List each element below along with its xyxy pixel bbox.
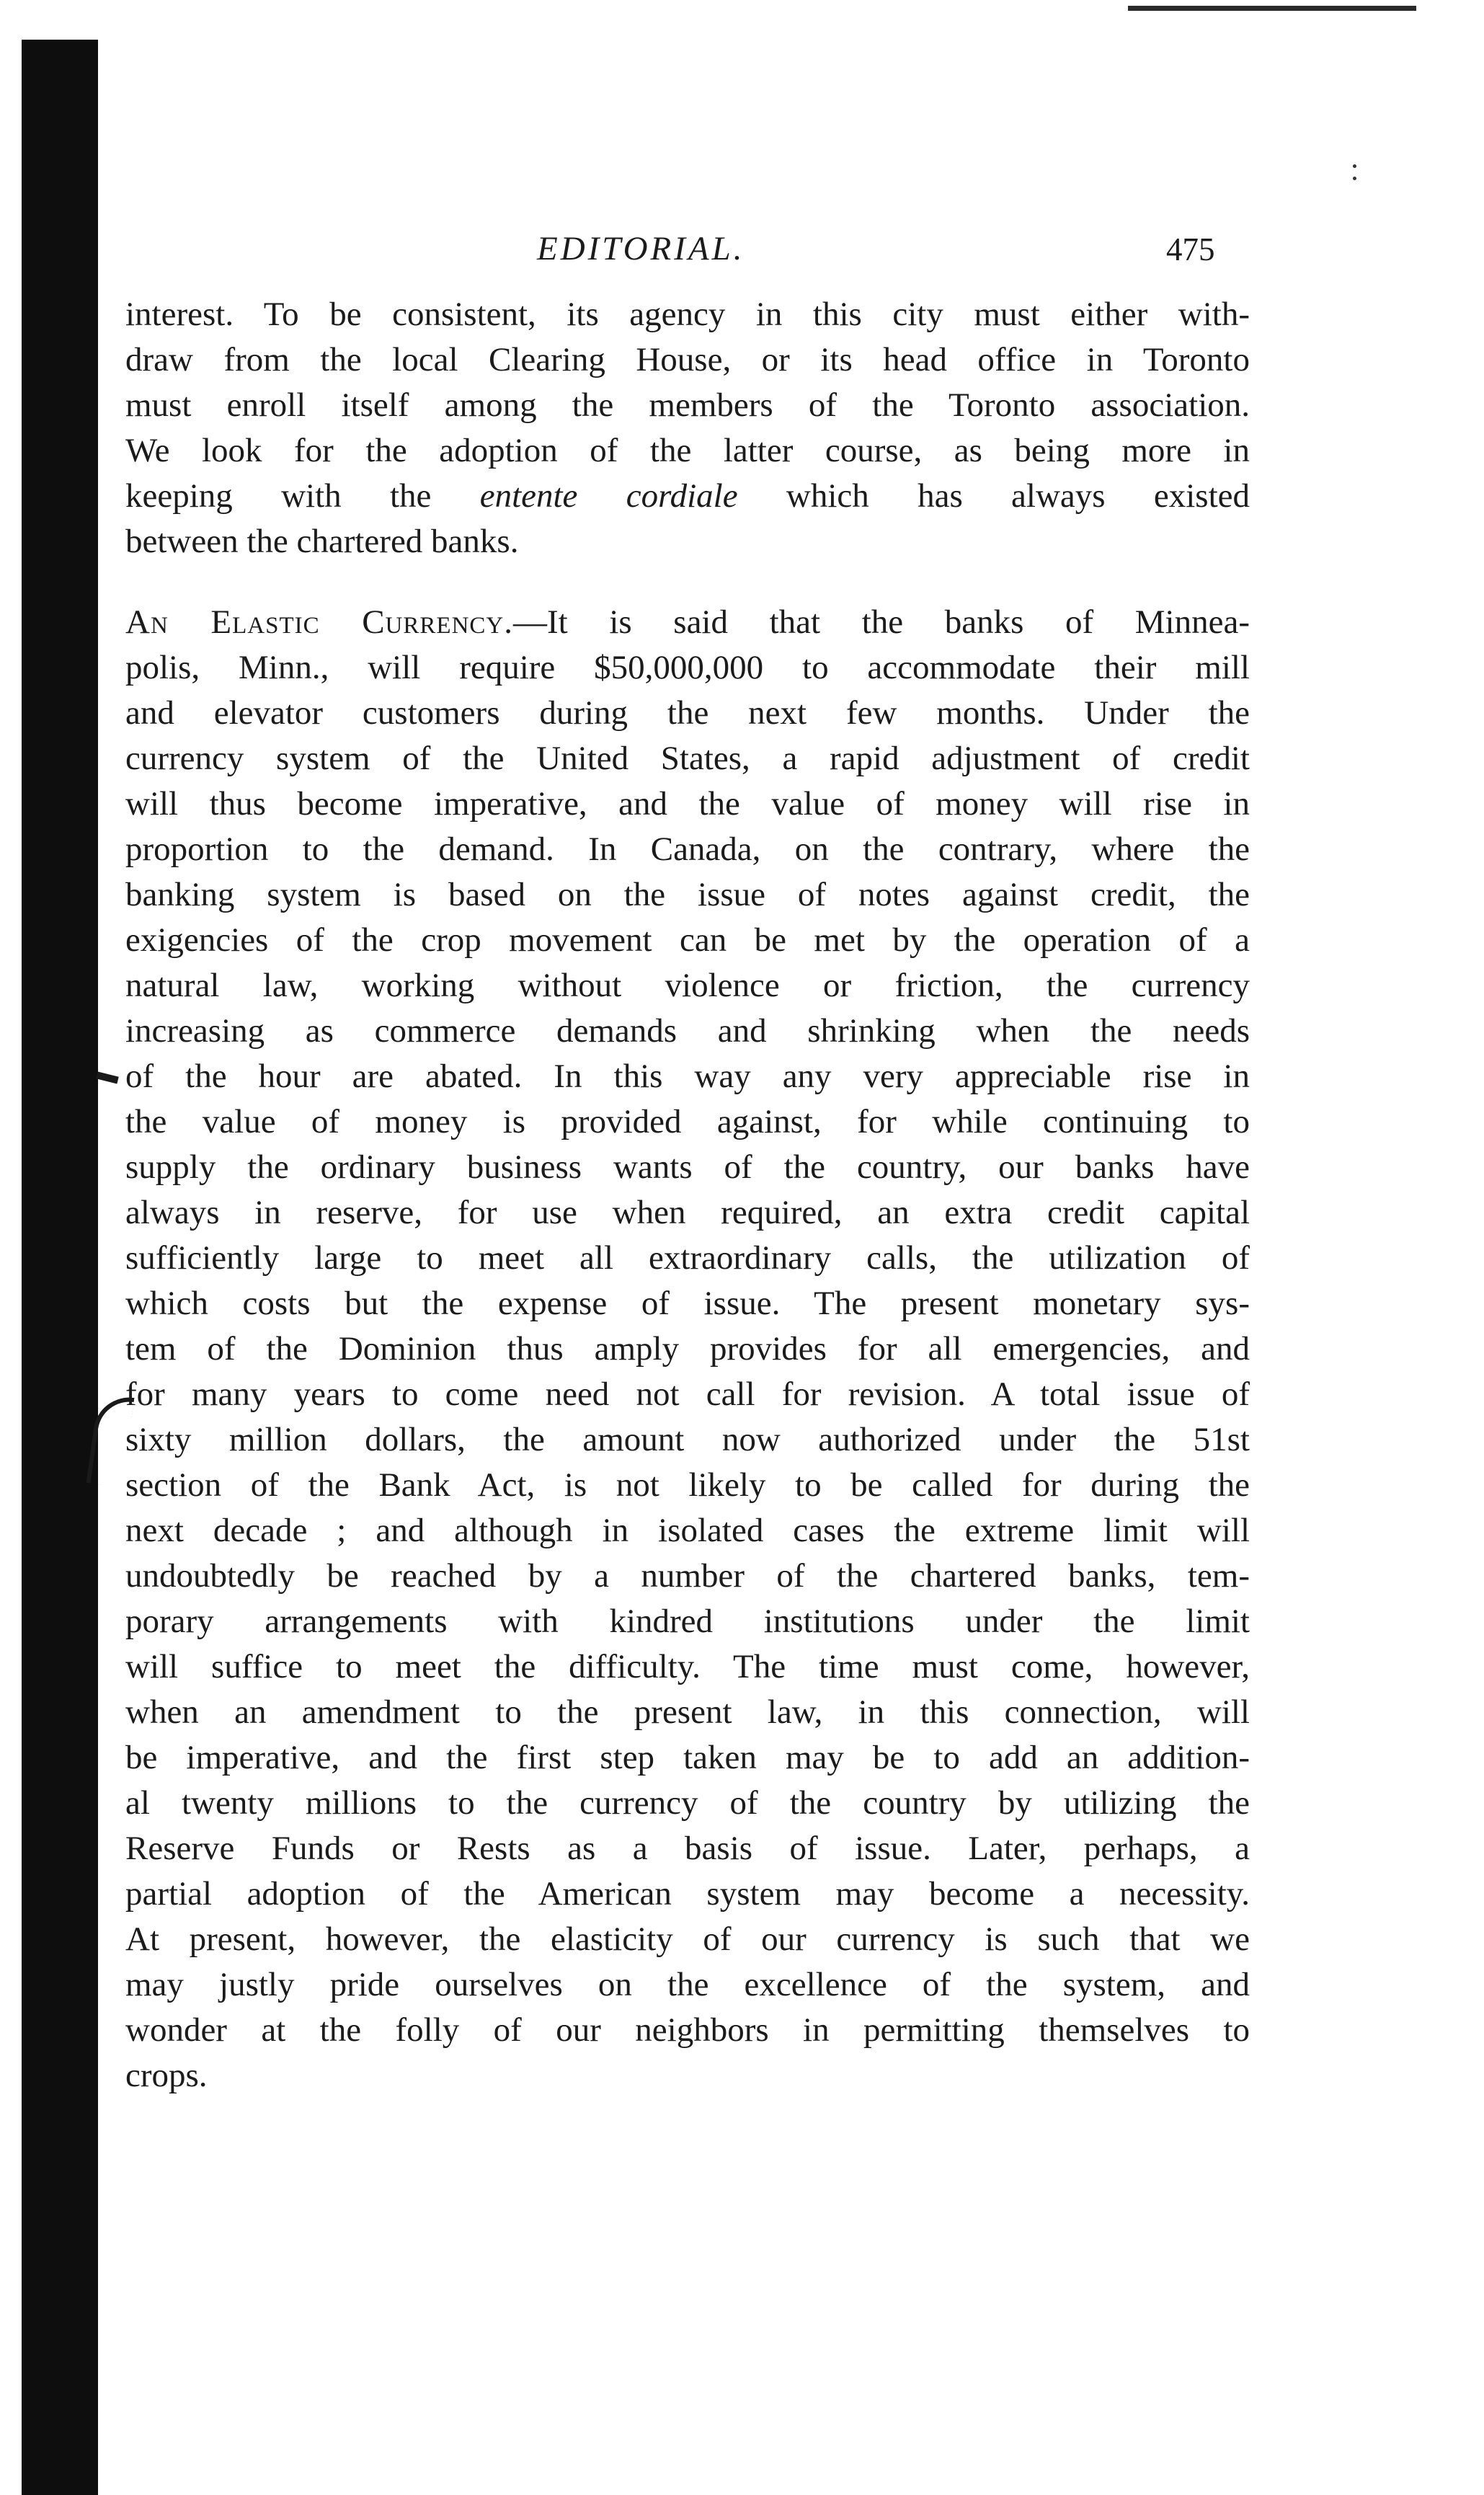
- text-line: section of the Bank Act, is not likely to be called for during the: [125, 1466, 1250, 1504]
- section-heading: An Elastic Currency.: [125, 603, 513, 641]
- text-line: be imperative, and the first step taken may be to add an addition-: [125, 1739, 1250, 1776]
- text-line: sixty million dollars, the amount now authorized under the 51st: [125, 1421, 1250, 1458]
- text-line: draw from the local Clearing House, or its head office in Toronto: [125, 341, 1250, 378]
- text-line: natural law, working without violence or friction, the currency: [125, 967, 1250, 1004]
- text-line: will thus become imperative, and the value of money will rise in: [125, 785, 1250, 823]
- text-line: supply the ordinary business wants of the country, our banks have: [125, 1148, 1250, 1186]
- text-line: exigencies of the crop movement can be met by the operation of a: [125, 921, 1250, 959]
- text-line: undoubtedly be reached by a number of the chartered banks, tem-: [125, 1557, 1250, 1595]
- text-line: the value of money is provided against, for while continuing to: [125, 1103, 1250, 1140]
- text-line: partial adoption of the American system may become a necessity.: [125, 1875, 1250, 1913]
- paragraph-interest: [125, 292, 1250, 564]
- text-line: may justly pride ourselves on the excellence of the system, and: [125, 1966, 1250, 2003]
- edge-speck: [1353, 164, 1356, 168]
- text-line: when an amendment to the present law, in this connection, will: [125, 1693, 1250, 1731]
- text-line: of the hour are abated. In this way any very appreciable rise in: [125, 1058, 1250, 1095]
- text-line: tem of the Dominion thus amply provides for all emergencies, and: [125, 1330, 1250, 1368]
- text-line: al twenty millions to the currency of the country by utilizing the: [125, 1784, 1250, 1822]
- text-line: wonder at the folly of our neighbors in permitting themselves to: [125, 2011, 1250, 2049]
- top-edge-rule: [1128, 6, 1416, 11]
- text-line: between the chartered banks.: [125, 523, 519, 560]
- edge-speck: [1353, 177, 1356, 180]
- text-line: will suffice to meet the difficulty. The time must come, however,: [125, 1648, 1250, 1685]
- text-run: which has always existed: [737, 477, 1250, 515]
- text-line: next decade ; and although in isolated cases the extreme limit will: [125, 1512, 1250, 1549]
- text-line: and elevator customers during the next few months. Under the: [125, 694, 1250, 732]
- italic-phrase: entente cordiale: [479, 477, 738, 515]
- text-run: —It is said that the banks of Minnea-: [513, 603, 1250, 641]
- page-number: 475: [1166, 231, 1215, 267]
- text-line: currency system of the United States, a rapid adjustment of credit: [125, 740, 1250, 777]
- text-line: which costs but the expense of issue. The present monetary sys-: [125, 1285, 1250, 1322]
- text-line: polis, Minn., will require $50,000,000 to accommodate their mill: [125, 649, 1250, 686]
- text-line: crops.: [125, 2057, 208, 2094]
- text-line: Reserve Funds or Rests as a basis of issue. Later, perhaps, a: [125, 1830, 1250, 1867]
- text-line: interest. To be consistent, its agency in this city must either with-: [125, 296, 1250, 333]
- page-binding-shadow: [22, 40, 98, 2495]
- text-line: increasing as commerce demands and shrinking when the needs: [125, 1012, 1250, 1050]
- text-line: [125, 474, 1250, 519]
- running-title: EDITORIAL.: [537, 230, 745, 267]
- text-line: must enroll itself among the members of the Toronto association.: [125, 386, 1250, 424]
- binding-mark: [96, 1072, 119, 1084]
- text-line: porary arrangements with kindred institutions under the limit: [125, 1603, 1250, 1640]
- text-line: always in reserve, for use when required, an extra credit capital: [125, 1194, 1250, 1231]
- text-line: We look for the adoption of the latter course, as being more in: [125, 432, 1250, 469]
- text-line: banking system is based on the issue of notes against credit, the: [125, 876, 1250, 913]
- text-line: [125, 600, 1250, 645]
- text-line: At present, however, the elasticity of our currency is such that we: [125, 1920, 1250, 1958]
- text-line: for many years to come need not call for revision. A total issue of: [125, 1375, 1250, 1413]
- paragraph-elastic-currency: [125, 600, 1250, 2099]
- text-run: keeping with the: [125, 477, 480, 515]
- text-line: sufficiently large to meet all extraordinary calls, the utilization of: [125, 1239, 1250, 1277]
- text-line: proportion to the demand. In Canada, on the contrary, where the: [125, 830, 1250, 868]
